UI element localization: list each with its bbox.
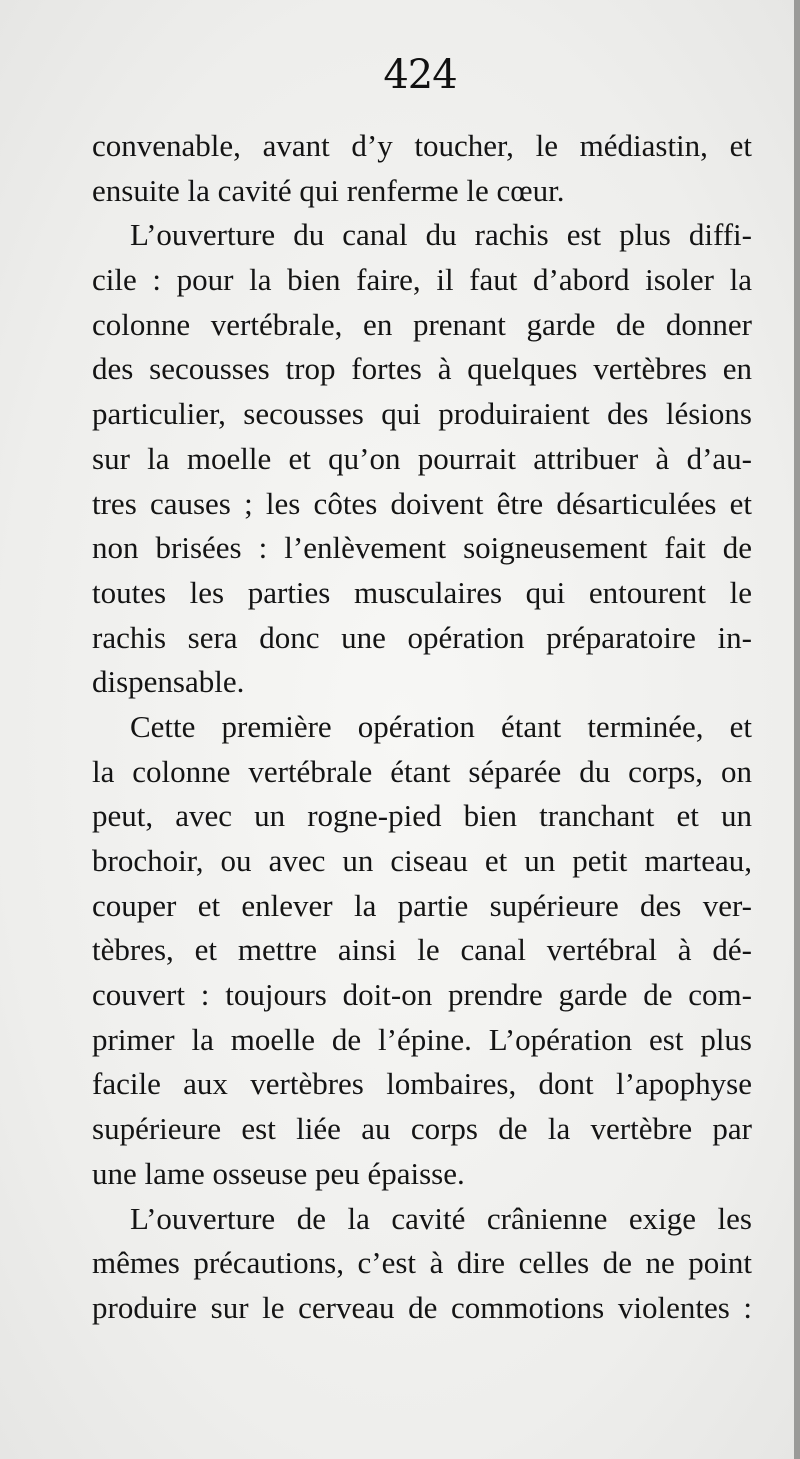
text-line: mêmes précautions, c’est à dire celles de ne point xyxy=(92,1245,752,1281)
text-line: des secousses trop fortes à quelques vertèbres en xyxy=(92,351,752,387)
text-line: L’ouverture de la cavité crânienne exige les xyxy=(130,1200,752,1236)
text-line: produire sur le cerveau de commotions violentes : xyxy=(92,1289,752,1325)
text-line: supérieure est liée au corps de la vertèbre par xyxy=(92,1111,752,1147)
text-line: L’ouverture du canal du rachis est plus diffi- xyxy=(130,217,752,253)
text-line: ensuite la cavité qui renferme le cœur. xyxy=(92,172,565,208)
text-line: peut, avec un rogne-pied bien tranchant et un xyxy=(92,798,752,834)
text-line: rachis sera donc une opération préparatoire in- xyxy=(92,619,752,655)
text-line: la colonne vertébrale étant séparée du corps, on xyxy=(92,753,752,789)
text-line: colonne vertébrale, en prenant garde de donner xyxy=(92,306,752,342)
page-number: 424 xyxy=(383,52,457,98)
text-line: toutes les parties musculaires qui entourent le xyxy=(92,574,752,610)
text-line: sur la moelle et qu’on pourrait attribuer à d’au- xyxy=(92,440,752,476)
text-line: cile : pour la bien faire, il faut d’abord isoler la xyxy=(92,262,752,298)
text-line: primer la moelle de l’épine. L’opération est plus xyxy=(92,1021,752,1057)
text-line: facile aux vertèbres lombaires, dont l’apophyse xyxy=(92,1066,752,1102)
page-edge xyxy=(794,0,800,1459)
text-line: Cette première opération étant terminée, et xyxy=(130,708,752,744)
text-line: une lame osseuse peu épaisse. xyxy=(92,1155,465,1191)
text-line: brochoir, ou avec un ciseau et un petit marteau, xyxy=(92,843,752,878)
text-line: convenable, avant d’y toucher, le médiastin, et xyxy=(92,128,752,163)
text-line: tèbres, et mettre ainsi le canal vertébral à dé- xyxy=(92,932,752,968)
text-line: particulier, secousses qui produiraient des lésions xyxy=(92,396,752,432)
text-line: couper et enlever la partie supérieure des ver- xyxy=(92,887,752,923)
text-line: dispensable. xyxy=(92,664,245,700)
body-text xyxy=(92,124,752,1331)
text-line: tres causes ; les côtes doivent être désarticulées et xyxy=(92,485,752,521)
text-line: couvert : toujours doit-on prendre garde de com- xyxy=(92,977,752,1013)
text-line: non brisées : l’enlèvement soigneusement fait de xyxy=(92,530,752,566)
